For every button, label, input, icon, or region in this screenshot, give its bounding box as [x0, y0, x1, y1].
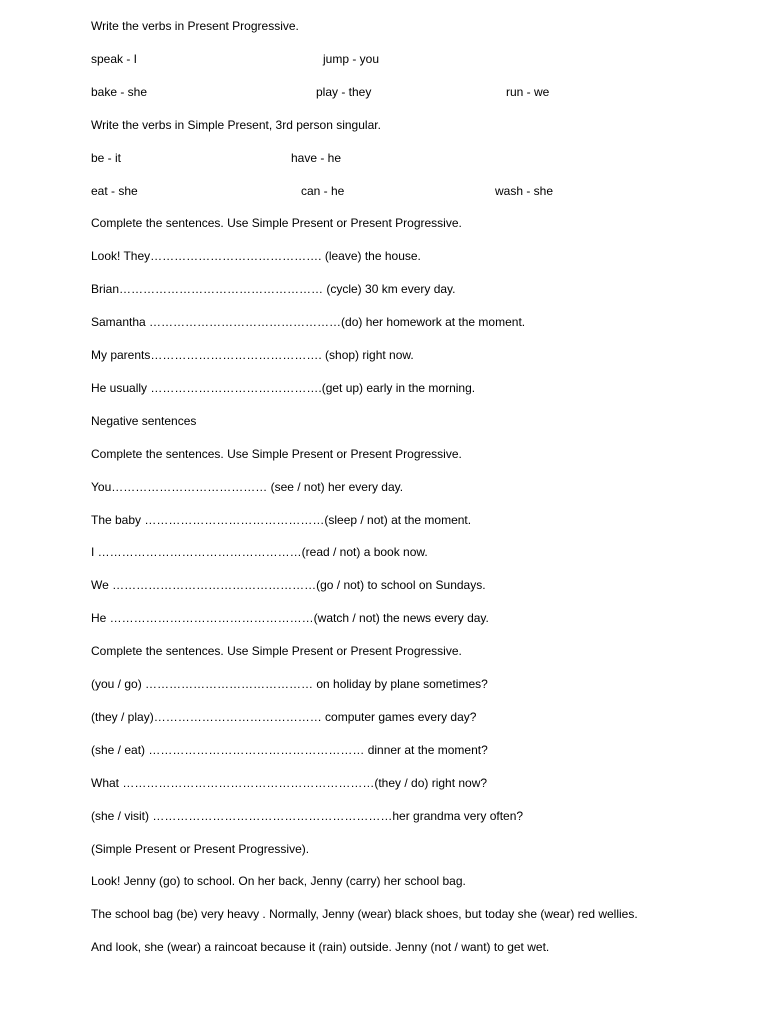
sentence-line	[91, 510, 708, 530]
verb-prompt: wash - she	[495, 184, 554, 198]
verb-prompt: jump - you	[323, 52, 380, 66]
line-text: My parents……………………………………. (shop) right now.	[91, 348, 414, 362]
verb-prompt: speak - I	[91, 52, 138, 66]
sentence-line	[91, 345, 708, 365]
sentence-line	[91, 608, 708, 628]
sentence-line	[91, 575, 708, 595]
line-text: The school bag (be) very heavy . Normally, Jenny (wear) black shoes, but today she (wear) red wellies.	[91, 907, 638, 921]
line-text: I ……………………………………………(read / not) a book now.	[91, 545, 428, 559]
sentence-line	[91, 378, 708, 398]
sentence-line	[91, 312, 708, 332]
line-text: He ……………………………………………(watch / not) the news every day.	[91, 611, 489, 625]
verb-row	[91, 82, 708, 102]
line-text: Complete the sentences. Use Simple Present or Present Progressive.	[91, 447, 462, 461]
line-text: Look! They……………………………………. (leave) the house.	[91, 249, 421, 263]
story-line	[91, 904, 708, 924]
line-text: (they / play)…………………………………… computer games every day?	[91, 710, 477, 724]
line-text: (Simple Present or Present Progressive).	[91, 842, 310, 856]
exercise-heading	[91, 839, 708, 859]
sentence-line	[91, 477, 708, 497]
line-text: Complete the sentences. Use Simple Present or Present Progressive.	[91, 644, 462, 658]
line-text: (she / visit) ……………………………………………………her grandma very often?	[91, 809, 524, 823]
verb-prompt: run - we	[506, 85, 550, 99]
line-text: Samantha …………………………………………(do) her homework at the moment.	[91, 315, 526, 329]
question-line	[91, 707, 708, 727]
exercise-heading	[91, 213, 708, 233]
story-line	[91, 871, 708, 891]
line-text: What ………………………………………………………(they / do) right now?	[91, 776, 488, 790]
verb-prompt: bake - she	[91, 85, 148, 99]
sentence-line	[91, 246, 708, 266]
verb-row	[91, 181, 708, 201]
section-heading	[91, 411, 708, 431]
line-text: You………………………………… (see / not) her every day.	[91, 480, 404, 494]
exercise-heading	[91, 641, 708, 661]
line-text: He usually …………………………………….(get up) early in the morning.	[91, 381, 476, 395]
line-text: And look, she (wear) a raincoat because it (rain) outside. Jenny (not / want) to get wet.	[91, 940, 550, 954]
line-text: Write the verbs in Simple Present, 3rd person singular.	[91, 118, 381, 132]
line-text: Look! Jenny (go) to school. On her back, Jenny (carry) her school bag.	[91, 874, 466, 888]
line-text: Negative sentences	[91, 414, 197, 428]
verb-prompt: have - he	[291, 151, 342, 165]
line-text: Brian…………………………………………… (cycle) 30 km every day.	[91, 282, 456, 296]
verb-prompt: eat - she	[91, 184, 138, 198]
exercise-heading	[91, 444, 708, 464]
verb-row	[91, 148, 708, 168]
verb-prompt: play - they	[316, 85, 372, 99]
sentence-line	[91, 542, 708, 562]
exercise-heading	[91, 16, 708, 36]
line-text: We ……………………………………………(go / not) to school on Sundays.	[91, 578, 486, 592]
line-text: (she / eat) ……………………………………………… dinner at the moment?	[91, 743, 488, 757]
sentence-line	[91, 279, 708, 299]
line-text: (you / go) …………………………………… on holiday by plane sometimes?	[91, 677, 488, 691]
verb-prompt: can - he	[301, 184, 345, 198]
story-line	[91, 937, 708, 957]
question-line	[91, 773, 708, 793]
verb-row	[91, 49, 708, 69]
question-line	[91, 806, 708, 826]
line-text: Write the verbs in Present Progressive.	[91, 19, 299, 33]
line-text: Complete the sentences. Use Simple Present or Present Progressive.	[91, 216, 462, 230]
verb-prompt: be - it	[91, 151, 122, 165]
question-line	[91, 674, 708, 694]
exercise-heading	[91, 115, 708, 135]
question-line	[91, 740, 708, 760]
line-text: The baby ………………………………………(sleep / not) at the moment.	[91, 513, 472, 527]
